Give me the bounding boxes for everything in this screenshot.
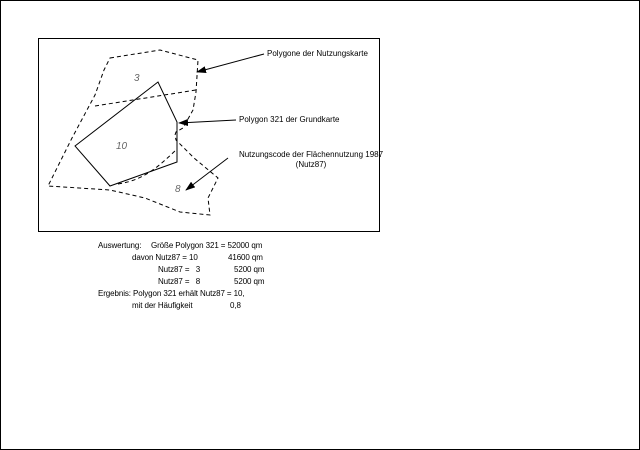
label-nutzungscode-line1: Nutzungscode der Flächennutzung 1987 bbox=[238, 150, 384, 159]
evaluation-header-label: Auswertung: bbox=[98, 241, 142, 250]
arrow-nutzungskarte bbox=[197, 54, 264, 72]
arrow-nutzungscode bbox=[186, 158, 228, 190]
usage-polygon-outline bbox=[48, 50, 218, 215]
evaluation-result-line2-label: mit der Häufigkeit bbox=[132, 301, 193, 310]
evaluation-result-line2-value: 0,8 bbox=[230, 301, 241, 310]
region-code-right: 8 bbox=[175, 184, 181, 195]
evaluation-row-label: davon Nutz87 = 10 bbox=[132, 253, 198, 262]
usage-polygon-divider-top bbox=[95, 90, 196, 106]
usage-polygon-divider-middle bbox=[118, 150, 176, 184]
evaluation-row-value: 41600 qm bbox=[228, 253, 263, 262]
evaluation-header-text: Größe Polygon 321 = 52000 qm bbox=[151, 241, 263, 250]
label-nutzungscode-line2: (Nutz87) bbox=[295, 160, 327, 169]
label-grundkarte: Polygon 321 der Grundkarte bbox=[239, 115, 340, 124]
label-nutzungskarte: Polygone der Nutzungskarte bbox=[267, 49, 368, 58]
evaluation-row-value: 5200 qm bbox=[234, 265, 265, 274]
evaluation-row-label: Nutz87 = 3 bbox=[158, 265, 201, 274]
evaluation-result-line1: Ergebnis: Polygon 321 erhält Nutz87 = 10, bbox=[98, 289, 245, 298]
polygon-321-outline bbox=[75, 82, 177, 186]
evaluation-row-label: Nutz87 = 8 bbox=[158, 277, 201, 286]
region-code-top: 3 bbox=[134, 73, 140, 84]
evaluation-row-value: 5200 qm bbox=[234, 277, 265, 286]
region-code-left: 10 bbox=[116, 141, 128, 152]
usage-map-polygons bbox=[48, 50, 218, 215]
arrow-grundkarte bbox=[179, 120, 236, 123]
